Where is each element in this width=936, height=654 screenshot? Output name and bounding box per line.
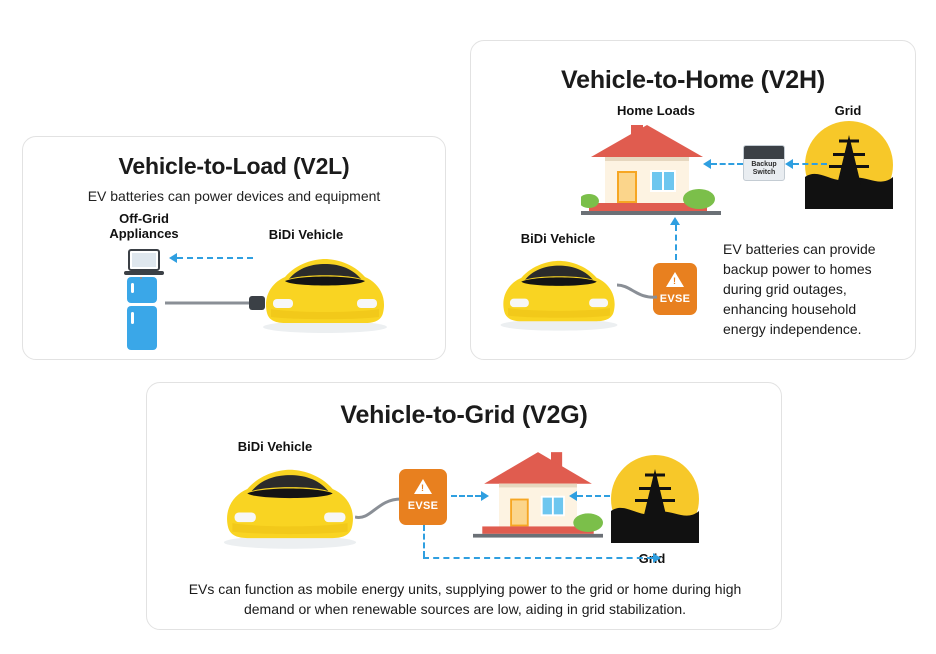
- grid-tower-icon-v2h: [803, 119, 895, 216]
- v2g-arrow-loop-right: [423, 557, 653, 559]
- panel-vehicle-to-home: [470, 40, 916, 360]
- v2g-arrow-loop-down: [423, 525, 425, 557]
- backup-switch: [743, 145, 785, 181]
- v2h-arrowhead-grid-to-switch: [785, 159, 793, 169]
- evse-unit-v2g: [399, 469, 447, 525]
- v2g-title: Vehicle-to-Grid (V2G): [340, 401, 588, 429]
- v2h-vehicle-label: BiDi Vehicle: [520, 231, 596, 246]
- grid-tower-icon-v2g: [609, 453, 701, 550]
- evse-label-v2g: EVSE: [407, 500, 439, 512]
- backup-switch-label-line1: Backup: [751, 161, 777, 168]
- v2h-description: EV batteries can provide backup power to homes during grid outages, enhancing household energy independence.: [723, 241, 876, 337]
- v2h-arrowhead-switch-to-house: [703, 159, 711, 169]
- v2l-appliances-label: [89, 211, 199, 241]
- v2h-title: Vehicle-to-Home (V2H): [561, 66, 825, 94]
- panel-vehicle-to-grid: [146, 382, 782, 630]
- v2l-title: Vehicle-to-Load (V2L): [118, 153, 350, 179]
- backup-switch-top: [744, 146, 784, 159]
- v2h-arrow-switch-to-house: [711, 163, 743, 165]
- bidi-vehicle-v2l: [255, 247, 395, 342]
- v2h-arrowhead-evse-to-house: [670, 217, 680, 225]
- bidi-vehicle-v2g: [215, 457, 365, 558]
- warning-icon-v2g: [414, 479, 432, 494]
- evse-label-v2h: EVSE: [659, 293, 691, 305]
- v2l-appliances-label-line2: Appliances: [109, 226, 179, 241]
- v2l-arrow-line: [177, 257, 253, 259]
- warning-icon-v2h: [666, 272, 684, 287]
- bidi-vehicle-v2h: [493, 249, 625, 340]
- v2h-home-loads-label: Home Loads: [616, 103, 695, 118]
- v2l-appliances-label-line1: Off-Grid: [119, 211, 169, 226]
- v2l-arrow-head: [169, 253, 177, 263]
- v2h-arrow-grid-to-switch: [793, 163, 827, 165]
- v2g-caption: EVs can function as mobile energy units, supplying power to the grid or home during high demand or when renewable sources are low, aiding in grid stabilization.: [188, 581, 742, 617]
- house-icon-v2h: [581, 121, 721, 226]
- backup-switch-label: [744, 159, 784, 180]
- v2g-arrowhead-loop: [653, 553, 661, 563]
- v2l-subtitle: EV batteries can power devices and equipment: [87, 188, 381, 204]
- panel-vehicle-to-load: [22, 136, 446, 360]
- fridge-icon: [121, 277, 163, 358]
- v2g-vehicle-label: BiDi Vehicle: [237, 439, 313, 454]
- v2h-grid-label: Grid: [834, 103, 862, 118]
- v2g-arrowhead-grid-to-house: [569, 491, 577, 501]
- backup-switch-label-line2: Switch: [752, 169, 776, 176]
- v2g-grid-label: Grid: [638, 551, 666, 566]
- v2l-vehicle-label: BiDi Vehicle: [268, 227, 344, 242]
